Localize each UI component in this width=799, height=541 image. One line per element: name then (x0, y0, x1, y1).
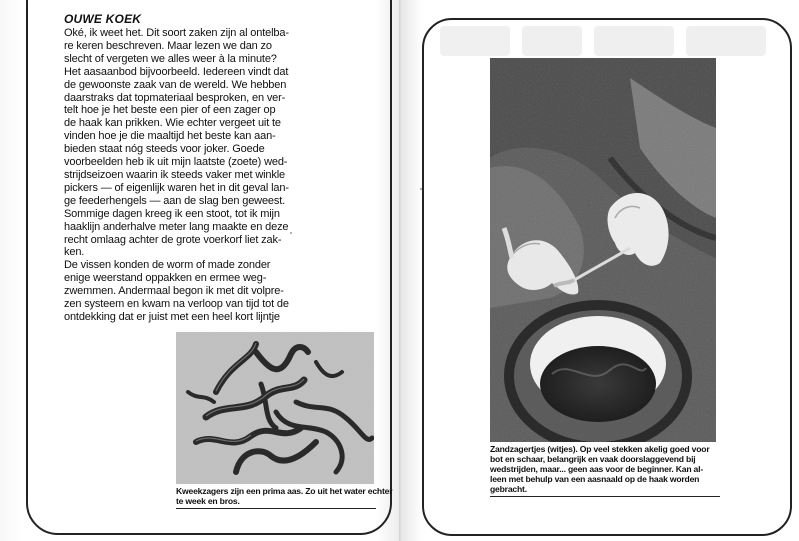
article-line: Oké, ik weet het. Dit soort zaken zijn al ontelba- (64, 27, 289, 39)
caption-line: leen met behulp van een aasnaald op de haak worden (490, 474, 700, 484)
article-line: De vissen konden de worm of made zonder (64, 259, 271, 272)
bleed-through-mark (440, 22, 770, 62)
article-line: Sommige dagen kreeg ik een stoot, tot ik mijn (64, 207, 280, 220)
article-line: slecht of vergeten we alles weer à la minute? (64, 52, 277, 65)
article-line: ge feederhengels — aan de slag ben geweest. (64, 194, 286, 207)
article-line: ontdekking dat er juist met een heel kort lijntje (64, 310, 280, 323)
article-line: re keren beschreven. Maar lezen we dan zo (64, 39, 272, 52)
article-line: de haak kan prikken. Wie echter vergeet uit te (64, 117, 281, 130)
print-speck (290, 232, 292, 234)
article-body (64, 27, 314, 324)
caption-line: bot en schaar, belangrijk en vaak doorslaggevend bij (490, 454, 696, 464)
worms-illustration (176, 332, 374, 484)
article-line: ken. (64, 246, 85, 259)
article-line: haaklijn anderhalve meter lang maakte en deze (64, 220, 289, 233)
article-line: zwemmen. Andermaal begon ik met dit volpre- (64, 285, 284, 298)
caption-line: wedstrijden, maar... geen aas voor de beginner. Kan al- (490, 464, 703, 474)
article-line: daarstraks dat topmateriaal besproken, en ver- (64, 91, 286, 104)
ghost-heading (440, 22, 770, 62)
caption-zandzagertjes (490, 444, 720, 497)
article-line: zen systeem en kwam na verloop van tijd tot de (64, 298, 289, 311)
print-speck (420, 188, 422, 190)
article-line: strijdseizoen waarin ik steeds vaker met winkle (64, 168, 285, 181)
article-line: vinden hoe je die maaltijd het beste kan aan- (64, 130, 276, 143)
hands-bucket-illustration (490, 58, 716, 442)
article-line: recht omlaag achter de grote voerkorf liet zak- (64, 233, 282, 246)
caption-line: gebracht. (490, 484, 527, 494)
article-title: OUWE KOEK (64, 12, 142, 26)
caption-kweekzagers (176, 486, 393, 509)
photo-zandzagertjes (490, 58, 716, 442)
article-line: bieden staat nóg steeds voor joker. Goede (64, 143, 265, 156)
article-column (64, 12, 314, 324)
article-line: pickers — of eigenlijk waren het in dit geval lan- (64, 181, 289, 194)
article-line: Het aasaanbod bijvoorbeeld. Iedereen vindt dat (64, 65, 289, 78)
caption-line: Zandzagertjes (witjes). Op veel stekken akelig goed voor (490, 444, 710, 454)
article-line: telt hoe je het beste een pier of een zager op (64, 104, 276, 117)
caption-line: Kweekzagers zijn een prima aas. Zo uit het water echter (176, 486, 393, 496)
caption-line: te week en bros. (176, 496, 240, 506)
article-line: enige weerstand oppakken en ermee weg- (64, 272, 267, 285)
photo-kweekzagers (176, 332, 374, 484)
article-line: voorbeelden heb ik uit mijn laatste (zoete) wed- (64, 156, 288, 169)
article-line: de gewoonste zaak van de wereld. We hebben (64, 78, 287, 91)
